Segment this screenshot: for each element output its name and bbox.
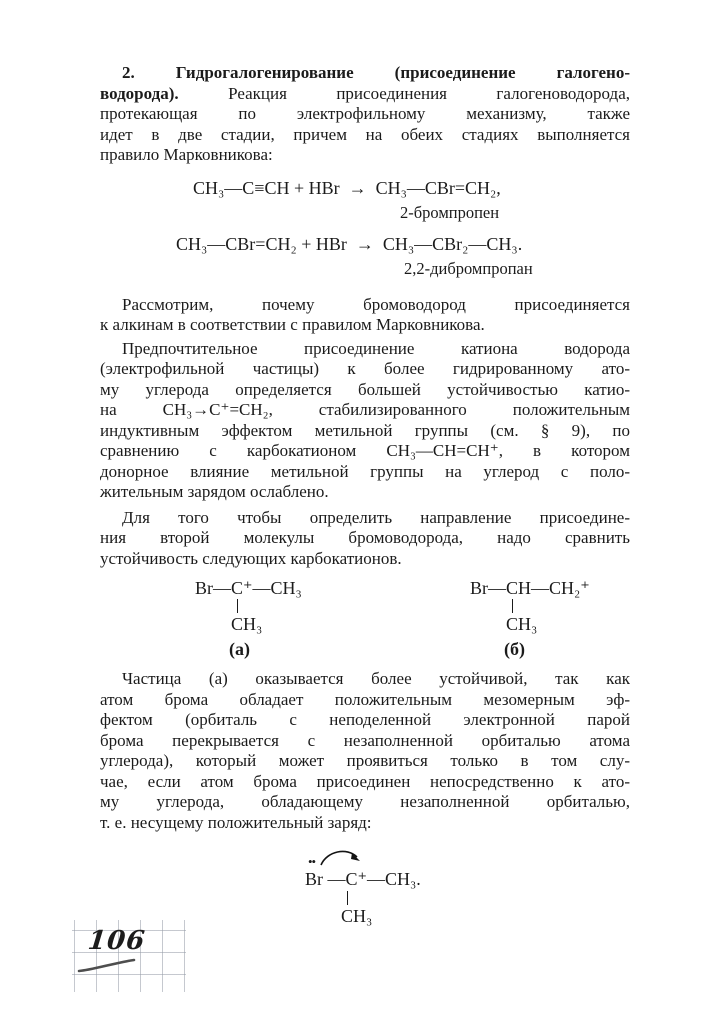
text-line: устойчивость следующих карбокатионов.: [100, 548, 402, 568]
text-line: Рассмотрим, почему бромоводород присоединяется: [122, 294, 630, 314]
text-line: 2. Гидрогалогенирование (присоединение галогено-: [122, 63, 630, 82]
vertical-bond: [512, 599, 513, 613]
carbocation-b: [470, 577, 640, 660]
paragraph-2: [100, 295, 630, 336]
text-line: брома перекрывается с незаполненной орбиталью атома: [100, 730, 630, 750]
text-line: жительным зарядом ослаблено.: [100, 482, 329, 501]
text-line: Предпочтительное присоединение катиона водорода: [122, 338, 630, 358]
text-line: т. е. несущему положительный заряд:: [100, 812, 372, 832]
mechanism-substituent: CH₃: [341, 906, 373, 926]
equation-1: CH₃—C≡CH + HBr → CH₃—CBr=CH₂,: [193, 177, 501, 198]
electron-shift-arrow: [317, 848, 367, 868]
text-line: на CH₃→C⁺=CH₂, стабилизированного положительным: [100, 400, 630, 419]
carbocation-a: [195, 577, 365, 660]
text-line: (электрофильной частицы) к более гидрированному ато-: [100, 359, 630, 378]
structure-a-label: (а): [229, 639, 250, 659]
text-column: [100, 63, 630, 927]
reaction-equations: [100, 175, 630, 281]
page-number: 106: [86, 926, 147, 956]
heading-bold-part: водорода).: [100, 83, 179, 103]
text-line: индуктивным эффектом метильной группы (см. § 9), по: [100, 420, 630, 440]
text-line: к алкинам в соответствии с правилом Марковникова.: [100, 315, 485, 334]
structure-b-formula: Br—CH—CH₂⁺: [470, 578, 590, 598]
vertical-bond: [237, 599, 238, 613]
text-line: му углерода, обладающему незаполненной орбиталью,: [100, 792, 630, 811]
text-line: [100, 84, 630, 105]
text-line: чае, если атом брома присоединен непосредственно к ато-: [100, 771, 630, 791]
text-line: фектом (орбиталь с неподеленной электронной парой: [100, 710, 630, 729]
grid-paper: [72, 920, 186, 992]
text-line: идет в две стадии, причем на обеих стадиях выполняется: [100, 124, 630, 144]
structure-b-label: (б): [504, 639, 525, 659]
vertical-bond: [347, 891, 348, 905]
text-line: углерода), который может проявиться только в том слу-: [100, 751, 630, 770]
structure-a-formula: Br—C⁺—CH₃: [195, 578, 302, 598]
structure-b-substituent: CH₃: [506, 614, 538, 634]
paragraph-3: [100, 339, 630, 503]
underline-swoosh: [76, 956, 140, 974]
equation-2: CH₃—CBr=CH₂ + HBr → CH₃—CBr₂—CH₃.: [176, 233, 523, 254]
text-line: ния второй молекулы бромоводорода, надо сравнить: [100, 528, 630, 547]
text-line: Частица (а) оказывается более устойчивой, так как: [122, 669, 630, 688]
text-line: сравнению с карбокатионом CH₃—CH=CH⁺, в котором: [100, 441, 630, 460]
text-line: донорное влияние метильной группы на углерод с поло-: [100, 461, 630, 481]
lone-pair-dots: ••: [308, 854, 316, 869]
paragraph-heading: [100, 63, 630, 166]
mechanism-structure: [305, 851, 495, 927]
paragraph-5: [100, 669, 630, 833]
text-line: протекающая по электрофильному механизму, также: [100, 104, 630, 123]
structure-a-substituent: CH₃: [231, 614, 263, 634]
text-line: правило Марковникова:: [100, 145, 273, 164]
text-line: атом брома обладает положительным мезомерным эф-: [100, 689, 630, 709]
carbocation-structures: [100, 577, 630, 665]
heading-rest-part: Реакция присоединения галогеноводорода,: [228, 83, 630, 103]
equation-1-product-name: 2-бромпропен: [400, 202, 500, 222]
mechanism-formula: Br —C⁺—CH₃.: [305, 869, 421, 889]
paragraph-4: [100, 508, 630, 570]
text-line: му углерода определяется большей устойчивостью катио-: [100, 379, 630, 399]
text-line: Для того чтобы определить направление присоедине-: [122, 507, 630, 527]
equation-2-product-name: 2,2-дибромпропан: [404, 258, 533, 278]
